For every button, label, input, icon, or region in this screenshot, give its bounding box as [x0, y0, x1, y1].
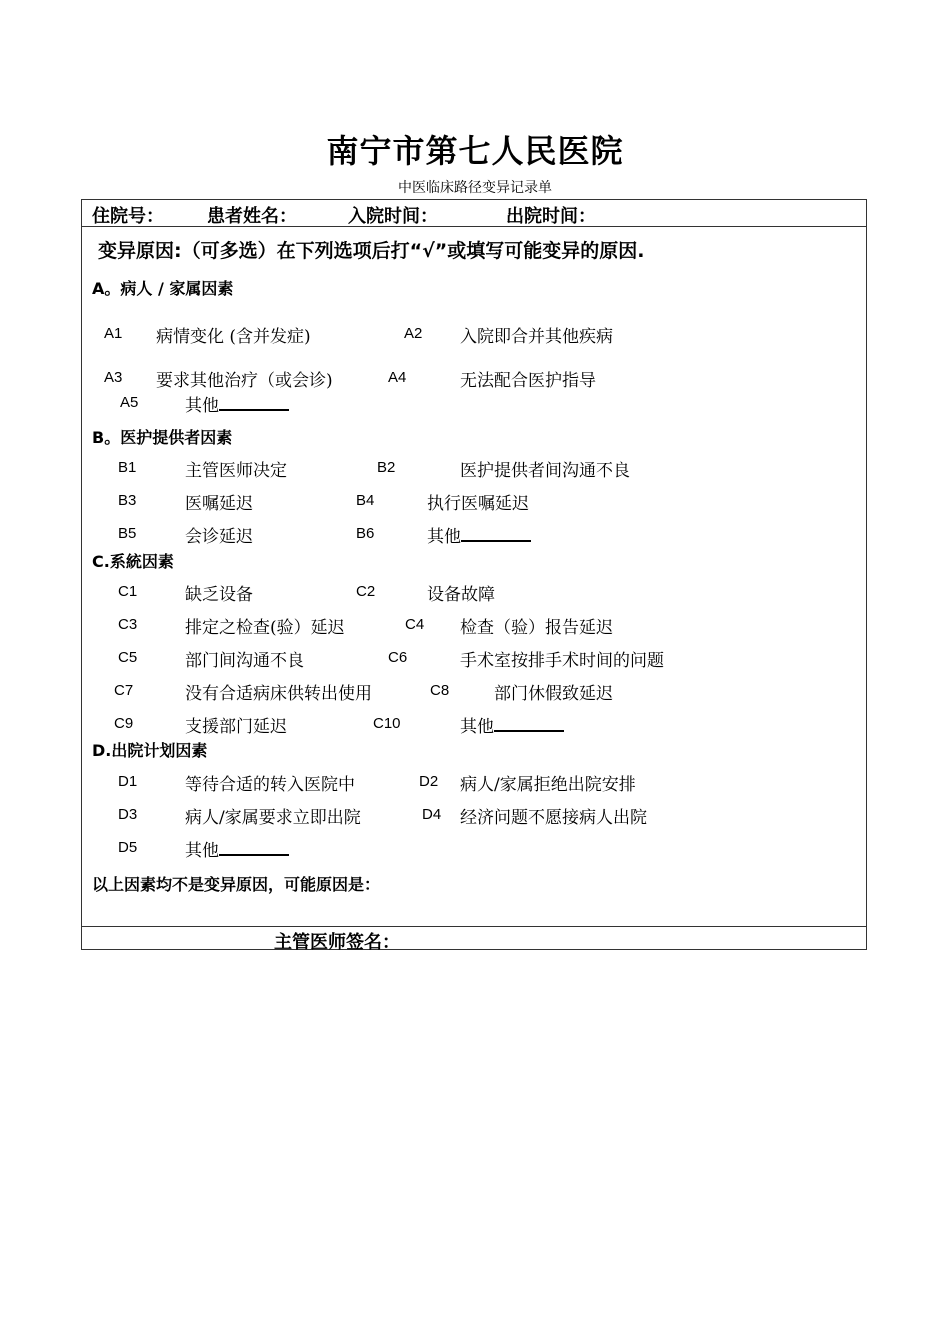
form-subtitle: 中医临床路径变异记录单: [398, 180, 552, 196]
option-d5: [185, 836, 289, 861]
option-c10: [460, 712, 564, 737]
patient-name-label: 患者姓名：: [207, 206, 297, 227]
option-b6-label: 其他: [427, 527, 461, 547]
code-a1: A1: [104, 325, 123, 342]
code-b6: B6: [356, 525, 375, 542]
code-d3: D3: [118, 806, 138, 823]
code-b4: B4: [356, 492, 375, 509]
option-d3-label: 病人/家属要求立即出院: [185, 808, 361, 828]
section-a-title: A。病人 / 家属因素: [92, 279, 234, 298]
code-c10: C10: [373, 715, 401, 732]
admission-no-label: 住院号：: [92, 206, 164, 227]
option-c10-label: 其他: [460, 717, 494, 737]
option-c7-label: 没有合适病床供转出使用: [185, 684, 372, 704]
row-divider: [82, 226, 866, 227]
option-c6-label: 手术室按排手术时间的问题: [460, 651, 664, 671]
code-c5: C5: [118, 649, 138, 666]
discharge-time-label: 出院时间：: [506, 206, 596, 227]
code-b1: B1: [118, 459, 137, 476]
option-c4-label: 检查（验）报告延迟: [460, 618, 613, 638]
option-a4-label: 无法配合医护指导: [460, 371, 596, 391]
code-c1: C1: [118, 583, 138, 600]
option-c9-label: 支援部门延迟: [185, 717, 287, 737]
code-d4: D4: [422, 806, 442, 823]
code-a5: A5: [120, 394, 139, 411]
option-a2-label: 入院即合并其他疾病: [460, 327, 613, 347]
option-b5-label: 会诊延迟: [185, 527, 253, 547]
code-c3: C3: [118, 616, 138, 633]
code-d2: D2: [419, 773, 439, 790]
code-a4: A4: [388, 369, 407, 386]
code-c9: C9: [114, 715, 134, 732]
code-b3: B3: [118, 492, 137, 509]
option-d1-label: 等待合适的转入医院中: [185, 775, 355, 795]
other-reason-label: 以上因素均不是变异原因，可能原因是：: [92, 875, 381, 894]
option-d5-label: 其他: [185, 841, 219, 861]
option-a5: [185, 391, 289, 416]
code-c8: C8: [430, 682, 450, 699]
code-a3: A3: [104, 369, 123, 386]
option-a5-label: 其他: [185, 396, 219, 416]
option-c5-label: 部门间沟通不良: [185, 651, 304, 671]
option-c3-label: 排定之检查(验）延迟: [185, 618, 345, 638]
fill-blank-d5[interactable]: [219, 838, 289, 856]
option-b4-label: 执行医嘱延迟: [427, 494, 529, 514]
option-a3-label: 要求其他治疗（或会诊): [156, 371, 333, 391]
option-c8-label: 部门休假致延迟: [494, 684, 613, 704]
option-b1-label: 主管医师决定: [185, 461, 287, 481]
code-d1: D1: [118, 773, 138, 790]
option-c2-label: 设备故障: [427, 585, 495, 605]
option-c1-label: 缺乏设备: [185, 585, 253, 605]
code-c2: C2: [356, 583, 376, 600]
fill-blank-c10[interactable]: [494, 714, 564, 732]
option-b6: [427, 522, 531, 547]
section-b-title: B。医护提供者因素: [92, 428, 233, 447]
code-c7: C7: [114, 682, 134, 699]
fill-blank-a5[interactable]: [219, 393, 289, 411]
admit-time-label: 入院时间：: [348, 206, 438, 227]
code-b5: B5: [118, 525, 137, 542]
option-b2-label: 医护提供者间沟通不良: [460, 461, 630, 481]
option-d2-label: 病人/家属拒绝出院安排: [460, 775, 636, 795]
instruction-text: 变异原因:（可多选）在下列选项后打“√”或填写可能变异的原因.: [98, 240, 645, 262]
row-divider: [82, 926, 866, 927]
code-b2: B2: [377, 459, 396, 476]
option-b3-label: 医嘱延迟: [185, 494, 253, 514]
code-a2: A2: [404, 325, 423, 342]
signature-label: 主管医师签名：: [274, 932, 400, 953]
option-d4-label: 经济问题不愿接病人出院: [460, 808, 647, 828]
code-c4: C4: [405, 616, 425, 633]
code-c6: C6: [388, 649, 408, 666]
hospital-title: 南宁市第七人民医院: [326, 132, 624, 170]
option-a1-label: 病情变化 (含并发症): [156, 327, 311, 347]
section-c-title: C.系統因素: [92, 552, 174, 571]
section-d-title: D.出院计划因素: [92, 741, 208, 760]
fill-blank-b6[interactable]: [461, 524, 531, 542]
code-d5: D5: [118, 839, 138, 856]
form-table: [81, 199, 867, 953]
